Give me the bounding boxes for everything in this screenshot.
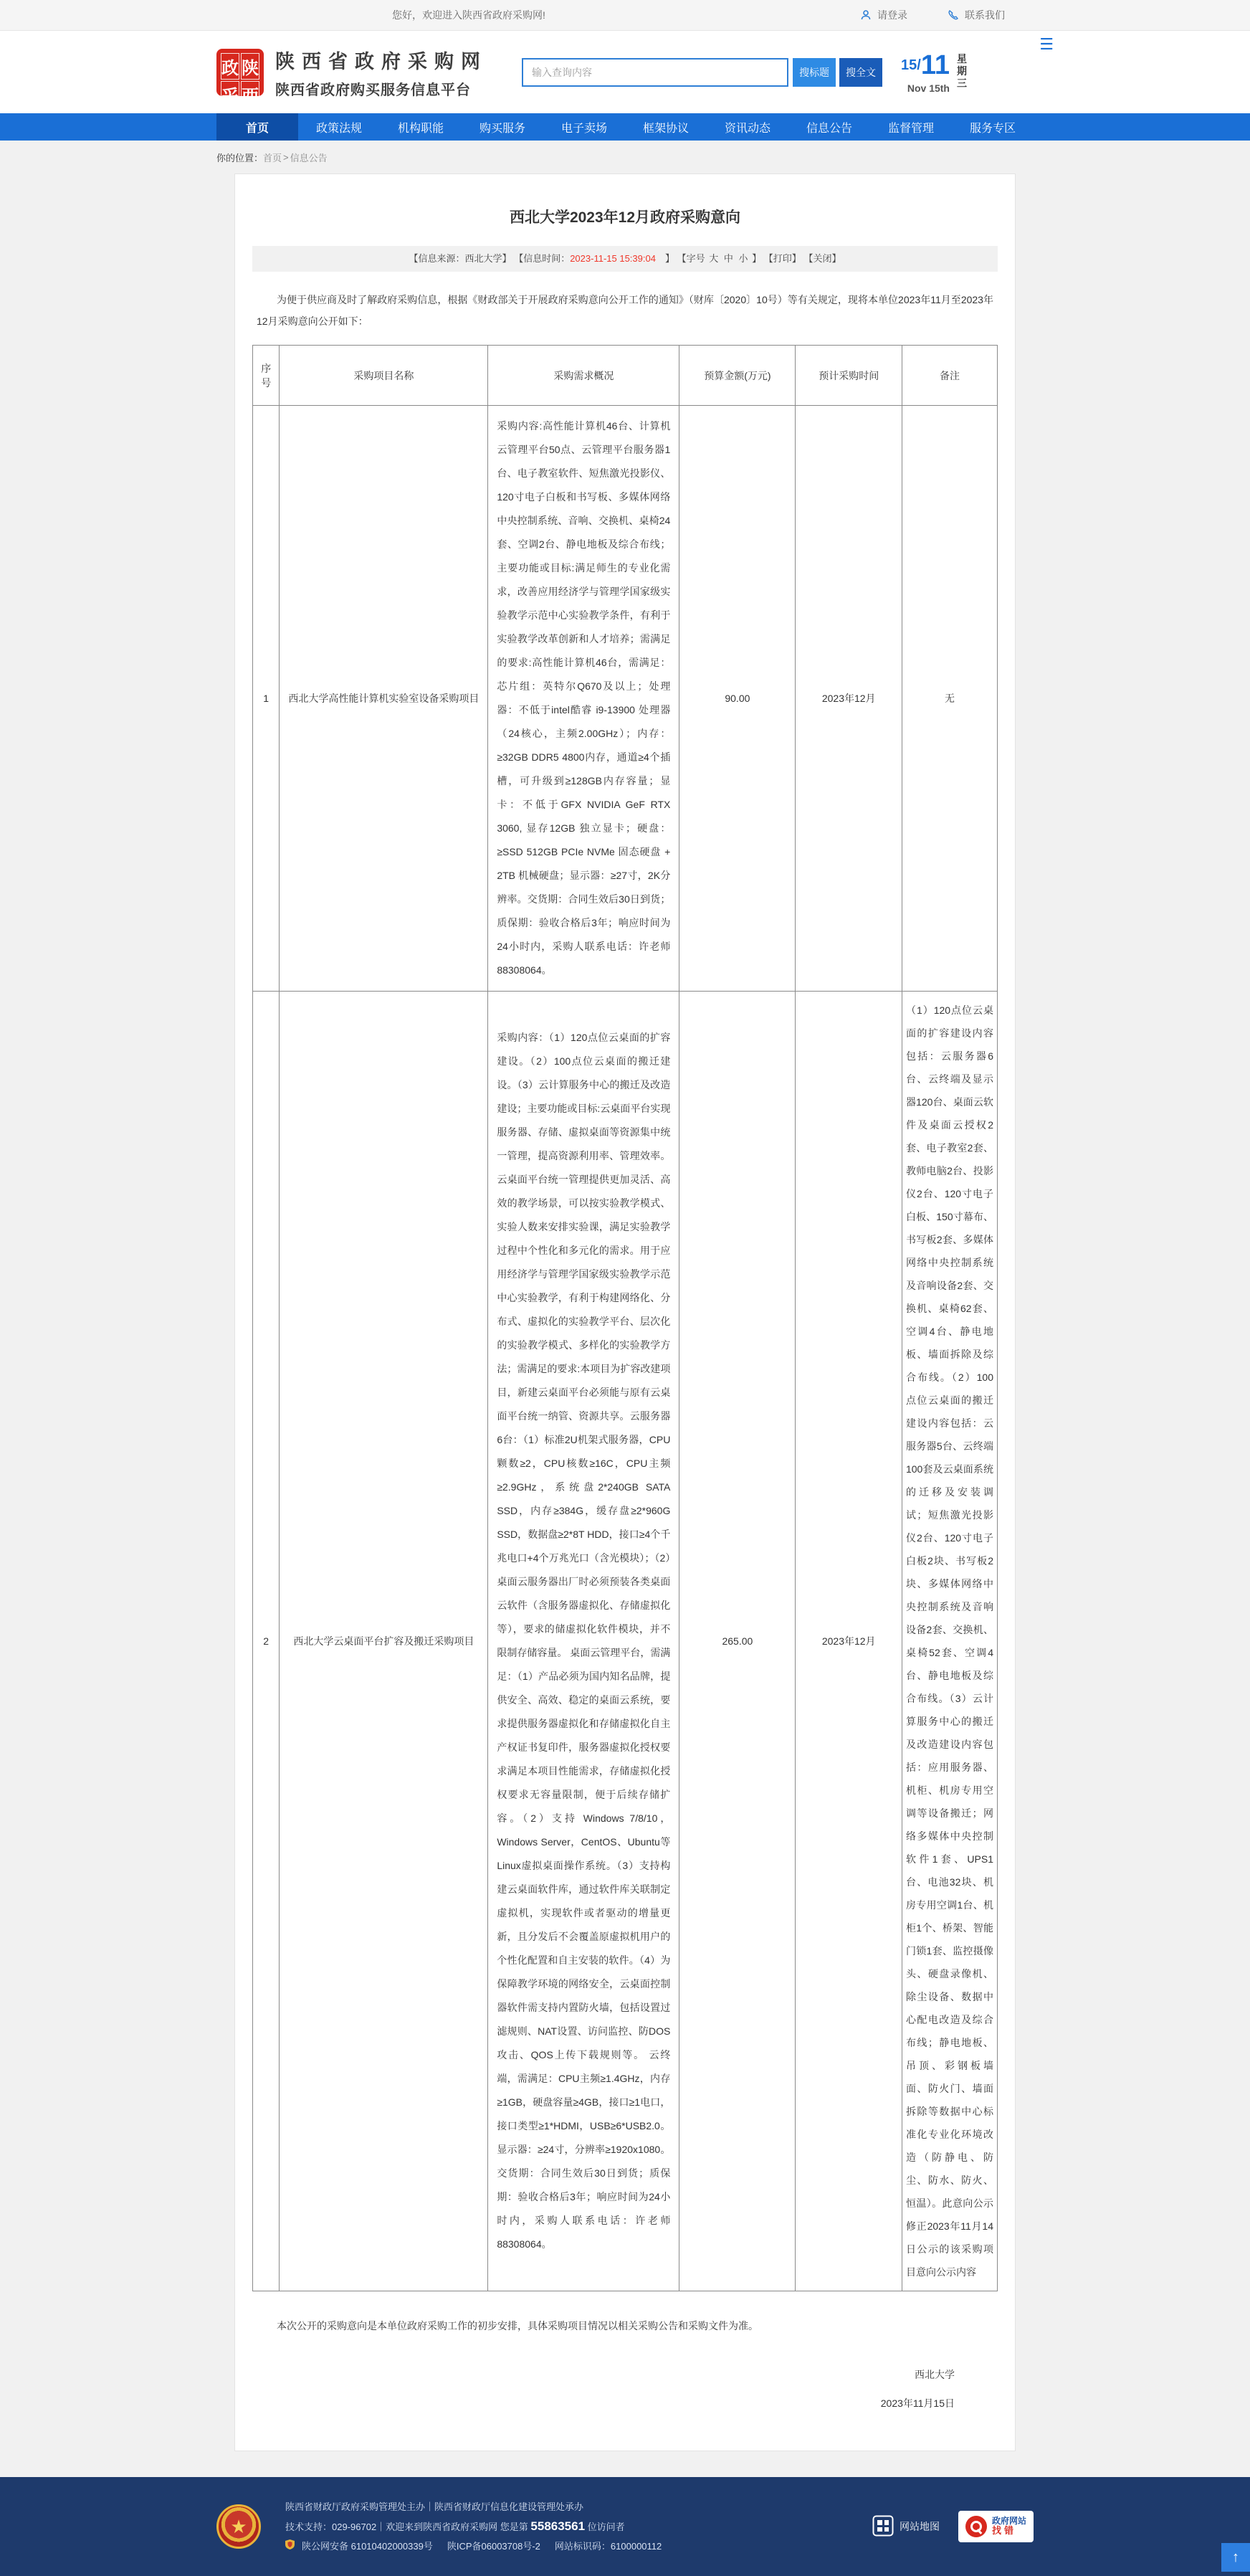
table-row (253, 406, 998, 992)
nav-item-news[interactable]: 资讯动态 (724, 122, 770, 135)
closing-paragraph: 本次公开的采购意向是本单位政府采购工作的初步安排，具体采购项目情况以相关采购公告和采购文件为准。 (277, 2320, 758, 2332)
nav-item-policies[interactable]: 政策法规 (315, 122, 362, 135)
breadcrumb-home-link[interactable]: 首页 (263, 152, 282, 163)
signature-date: 2023年11月15日 (880, 2397, 955, 2409)
meta-source: 【信息来源：西北大学】 (409, 253, 512, 264)
login-link[interactable]: 请登录 (860, 8, 907, 22)
nav-item-home[interactable]: 首页 (216, 113, 298, 141)
gongan-beian-link[interactable]: 陕公网安备 61010402000339号 (302, 2541, 433, 2552)
col-header-name: 采购项目名称 (280, 346, 488, 406)
topbar (0, 0, 1250, 31)
menu-icon[interactable]: ☰ (1039, 35, 1054, 53)
welcome-text: 您好，欢迎进入陕西省政府采购网! (392, 9, 545, 21)
nav-item-purchase-services[interactable]: 购买服务 (479, 122, 525, 135)
sitemap-grid-icon (872, 2515, 894, 2539)
site-logo[interactable]: 政 陕 采 西 (216, 49, 264, 96)
row2-project-name: 西北大学云桌面平台扩容及搬迁采购项目 (280, 992, 488, 2291)
back-to-top-button[interactable]: ↑ (1221, 2543, 1250, 2572)
article-meta-bar: 【信息来源：西北大学】 【信息时间：2023-11-15 15:39:04 】 【字号 大 中 小 】 【打印】 【关闭】 (252, 246, 998, 272)
government-emblem-icon: ★ (216, 2504, 261, 2549)
col-header-no: 序号 (253, 346, 280, 406)
row1-no: 1 (253, 406, 280, 992)
icp-beian-link[interactable]: 陕ICP备06003708号-2 (447, 2541, 540, 2552)
col-header-time: 预计采购时间 (796, 346, 902, 406)
public-security-shield-icon (285, 2537, 295, 2556)
site-title: 陕西省政府采购网 (275, 50, 487, 72)
nav-item-announcements[interactable]: 信息公告 (806, 122, 852, 135)
row1-summary: 采购内容:高性能计算机46台、计算机云管理平台50点、云管理平台服务器1台、电子教室软件、短焦激光投影仪、120寸电子白板和书写板、多媒体网络中央控制系统、音响、交换机、桌椅24套、空调2台、静电地板及综合布线；主要功能或目标:满足师生的专业化需求，改善应用经济学与管理学国家级实验教学示范中心实验教学条件，有利于实验教学改革创新和人才培养；需满足的要求:高性能计算机46台，需满足：芯片组：英特尔Q670及以上；处理器：不低于intel酷睿 i9-13900 处理器（24核心，主频2.00GHz）；内存：≥32GB DDR5 4800内存，通道≥4个插槽，可升级到≥128GB内存容量；显卡：不低于GFX NVIDIA GeF RTX 3060, 显存12GB 独立显卡；硬盘：≥SSD 512GB PCIe NVMe 固态硬盘 + 2TB 机械硬盘；显示器：≥27寸，2K分辨率。交货期：合同生效后30日到货；质保期：验收合格后3年；响应时间为24小时内，采购人联系电话：许老师88308064。 (488, 406, 679, 992)
fontsize-medium-button[interactable]: 中 (723, 253, 733, 264)
row2-budget: 265.00 (679, 992, 796, 2291)
date-weekday: 星期三 (956, 53, 967, 89)
fontsize-small-button[interactable]: 小 (738, 253, 748, 264)
print-button[interactable]: 【打印】 (763, 253, 801, 264)
date-day: 15/ (901, 57, 921, 73)
visitor-count: 55863561 (530, 2519, 586, 2533)
row1-budget: 90.00 (679, 406, 796, 992)
col-header-note: 备注 (902, 346, 997, 406)
gov-site-error-report-badge[interactable]: 政府网站 找错 (958, 2511, 1034, 2542)
site-footer (0, 2477, 1250, 2576)
row1-time: 2023年12月 (796, 406, 902, 992)
article-card (234, 174, 1016, 2451)
page-title: 西北大学2023年12月政府采购意向 (509, 209, 741, 226)
col-header-summary: 采购需求概况 (488, 346, 679, 406)
breadcrumb-current-link[interactable]: 信息公告 (290, 152, 328, 163)
sitemap-link[interactable]: 网站地图 (872, 2515, 940, 2539)
row2-summary: 采购内容：（1）120点位云桌面的扩容建设。（2）100点位云桌面的搬迁建设。（3）云计算服务中心的搬迁及改造建设；主要功能或目标:云桌面平台实现服务器、存储、虚拟桌面等资源集中统一管理，提高资源利用率、管理效率。云桌面平台统一管理提供更加灵活、高效的教学场景，可以按实验教学模式、实验人数来安排实验课，满足实验教学过程中个性化和多元化的需求。用于应用经济学与管理学国家级实验教学示范中心实验教学，有利于构建网络化、分布式、虚拟化的实验教学平台、层次化的实验教学模式、多样化的实验教学方法；需满足的要求:本项目为扩容改建项目，新建云桌面平台必须能与原有云桌面平台统一纳管、资源共享。云服务器6台：（1）标准2U机架式服务器，CPU颗数≥2，CPU核数≥16C，CPU主频≥2.9GHz，系统盘2*240GB SATA SSD，内存≥384G，缓存盘≥2*960G SSD，数据盘≥2*8T HDD，接口≥4个千兆电口+4个万兆光口（含光模块）；（2）桌面云服务器出厂时必须预装各类桌面云软件（含服务器虚拟化、存储虚拟化等），要求的储虚拟化软件模块，并不限制存储容量。 桌面云管理平台，需满足：（1）产品必须为国内知名品牌，提供安全、高效、稳定的桌面云系统，要求提供服务器虚拟化和存储虚拟化自主产权证书复印件，服务器虚拟化授权要求满足本项目性能需求，存储虚拟化授权要求无容量限制，便于后续存储扩容。（2）支持 Windows 7/8/10，Windows Server，CentOS、Ubuntu等Linux虚拟桌面操作系统。（3）支持构建云桌面软件库，通过软件库关联制定虚拟机，实现软件或者驱动的增量更新，且分发后不会覆盖原虚拟机用户的个性化配置和自主安装的软件。（4）为保障教学环境的网络安全，云桌面控制器软件需支持内置防火墙，包括设置过滤规则、NAT设置、访问监控、防DOS攻击、QOS上传下载规则等。 云终端，需满足：CPU主频≥1.4GHz，内存≥1GB，硬盘容量≥4GB，接口≥1电口，接口类型≥1*HDMI，USB≥6*USB2.0。显示器：≥24寸，分辨率≥1920x1080。 交货期：合同生效后30日到货；质保期：验收合格后3年；响应时间为24小时内，采购人联系电话：许老师88308064。 (488, 992, 679, 2291)
procurement-table (252, 345, 998, 2291)
meta-time-value: 2023-11-15 15:39:04 (570, 253, 656, 264)
nav-item-supervision[interactable]: 监督管理 (887, 122, 934, 135)
nav-item-functions[interactable]: 机构职能 (397, 122, 444, 135)
user-icon (860, 9, 872, 21)
site-subtitle: 陕西省政府购买服务信息平台 (275, 82, 471, 98)
signature-org: 西北大学 (915, 2369, 955, 2380)
date-month: 11 (920, 50, 950, 80)
row1-project-name: 西北大学高性能计算机实验室设备采购项目 (280, 406, 488, 992)
nav-item-framework[interactable]: 框架协议 (642, 122, 689, 135)
search-input[interactable] (522, 58, 788, 87)
row2-note: （1）120点位云桌面的扩容建设内容包括：云服务器6台、云终端及显示器120台、桌面云软件及桌面云授权2套、电子教室2套、教师电脑2台、投影仪2台、120寸电子白板、150寸幕布、书写板2套、多媒体网络中央控制系统及音响设备2套、交换机、桌椅62套、空调4台、静电地板、墙面拆除及综合布线。（2）100点位云桌面的搬迁建设内容包括：云服务器5台、云终端100套及云桌面系统的迁移及安装调试；短焦激光投影仪2台、120寸电子白板2块、书写板2块、多媒体网络中央控制系统及音响设备2套、交换机、桌椅52套、空调4台、静电地板及综合布线。（3）云计算服务中心的搬迁及改造建设内容包括：应用服务器、机柜、机房专用空调等设备搬迁；网络多媒体中央控制软件1套、UPS1台、电池32块、机房专用空调1台、机柜1个、桥架、智能门锁1套、监控摄像头、硬盘录像机、除尘设备、数据中心配电改造及综合布线；静电地板、吊顶、彩钢板墙面、防火门、墙面拆除等数据中心标准化专业化环境改造（防静电、防尘、防水、防火、恒温）。此意向公示修正2023年11月14日公示的该采购项目意向公示内容 (902, 992, 997, 2291)
main-nav (0, 113, 1250, 141)
row2-no: 2 (253, 992, 280, 2291)
phone-icon (948, 9, 959, 21)
intro-paragraph: 为便于供应商及时了解政府采购信息，根据《财政部关于开展政府采购意向公开工作的通知》（财库〔2020〕10号）等有关规定，现将本单位2023年11月至2023年12月采购意向公开如下： (257, 294, 993, 327)
nav-item-service-zone[interactable]: 服务专区 (969, 122, 1016, 135)
close-button[interactable]: 【关闭】 (803, 253, 841, 264)
row2-time: 2023年12月 (796, 992, 902, 2291)
fontsize-large-button[interactable]: 大 (709, 253, 719, 264)
date-widget (901, 50, 970, 94)
breadcrumb: 你的位置： 首页 > 信息公告 (216, 151, 328, 163)
nav-item-e-marketplace[interactable]: 电子卖场 (560, 122, 607, 135)
search-title-button[interactable]: 搜标题 (793, 58, 836, 87)
meta-fontsize-label: 【字号 (677, 253, 705, 264)
date-english: Nov 15th (907, 82, 950, 94)
footer-support-line: 技术支持：029-96702｜欢迎来到陕西省政府采购网 您是第 55863561 位访问者 (285, 2519, 625, 2533)
table-row (253, 992, 998, 2291)
row1-note: 无 (902, 406, 997, 992)
contact-link[interactable]: 联系我们 (948, 8, 1005, 22)
site-header (0, 31, 1250, 113)
footer-organizer-line: 陕西省财政厅政府采购管理处主办｜陕西省财政厅信息化建设管理处承办 (285, 2501, 584, 2512)
site-code-text: 网站标识码：6100000112 (554, 2541, 662, 2552)
search-fulltext-button[interactable]: 搜全文 (839, 58, 882, 87)
meta-time-label: 【信息时间： (514, 253, 571, 264)
col-header-budget: 预算金额(万元) (679, 346, 796, 406)
error-report-logo-icon (965, 2516, 987, 2537)
table-header-row (253, 346, 998, 406)
